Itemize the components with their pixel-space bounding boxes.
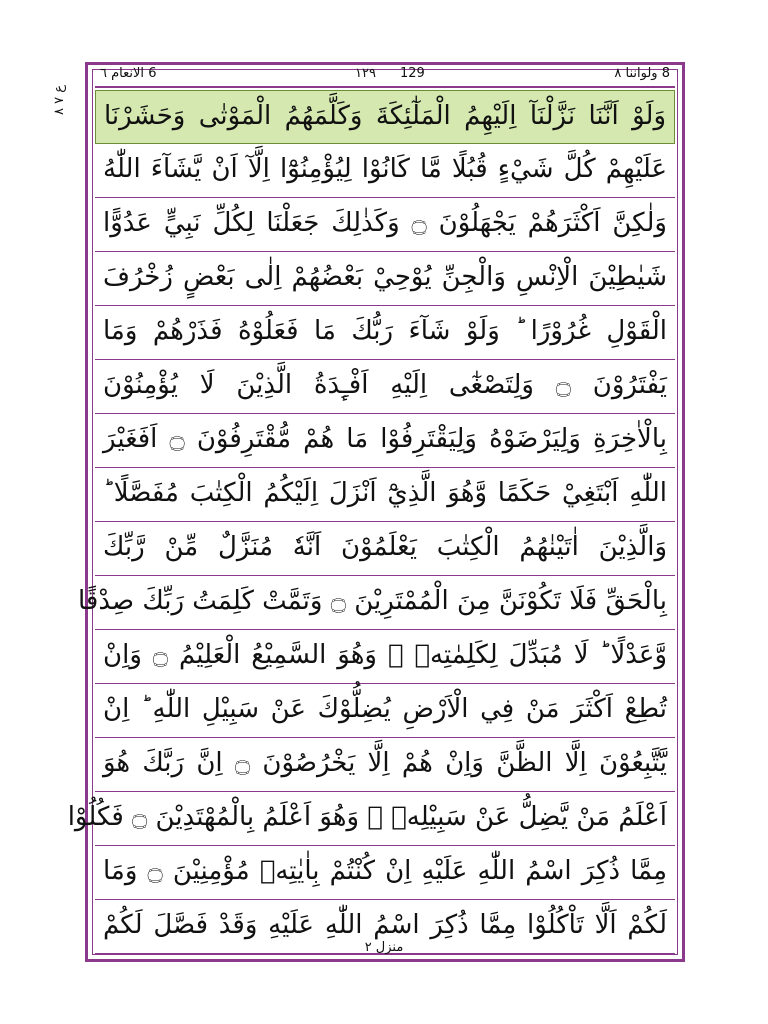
text-line: تُطِعْ اَكْثَرَ مَنْ فِي الْاَرْضِ يُضِلُّوْكَ عَنْ سَبِيْلِ اللّٰهِ ؕ اِنْ [95, 684, 675, 738]
surah-label: 6 الانعام ٦ [100, 66, 157, 81]
ruku-marker: ع ٧ ٨ [52, 85, 67, 115]
text-line: وَلٰكِنَّ اَكْثَرَهُمْ يَجْهَلُوْنَ ۝ وَكَذٰلِكَ جَعَلْنَا لِكُلِّ نَبِيٍّ عَدُوًّا [95, 198, 675, 252]
text-line: اَعْلَمُ مَنْ يَّضِلُّ عَنْ سَبِيْلِهٖ ۚ وَهُوَ اَعْلَمُ بِالْمُهْتَدِيْنَ ۝ فَكُلُوْا [95, 792, 675, 846]
text-line: يَفْتَرُوْنَ ۝ وَلِتَصْغٰٓى اِلَيْهِ اَفْـِٕدَةُ الَّذِيْنَ لَا يُؤْمِنُوْنَ [95, 360, 675, 414]
manzil-footer: منزل ٢ [364, 940, 404, 955]
header-divider [95, 86, 675, 88]
text-line: الْقَوْلِ غُرُوْرًا ؕ وَلَوْ شَآءَ رَبُّكَ مَا فَعَلُوْهُ فَذَرْهُمْ وَمَا [95, 306, 675, 360]
page-number: 129 [400, 66, 425, 81]
text-line: عَلَيْهِمْ كُلَّ شَيْءٍ قُبُلًا مَّا كَانُوْا لِيُؤْمِنُوْٓا اِلَّآ اَنْ يَّشَآءَ اللّٰهُ [95, 144, 675, 198]
text-lines [67, 90, 675, 954]
page-header [100, 66, 670, 84]
text-line: اللّٰهِ اَبْتَغِيْ حَكَمًا وَّهُوَ الَّذِيْٓ اَنْزَلَ اِلَيْكُمُ الْكِتٰبَ مُفَصَّلًا ؕ [95, 468, 675, 522]
text-line: وَلَوْ اَنَّنَا نَزَّلْنَآ اِلَيْهِمُ الْمَلٰٓئِكَةَ وَكَلَّمَهُمُ الْمَوْتٰى وَحَشَرْنَا [95, 90, 675, 144]
arabic-page-number: ١٢٩ [355, 66, 376, 81]
text-line: يَّتَّبِعُوْنَ اِلَّا الظَّنَّ وَاِنْ هُمْ اِلَّا يَخْرُصُوْنَ ۝ اِنَّ رَبَّكَ هُوَ [95, 738, 675, 792]
text-line: مِمَّا ذُكِرَ اسْمُ اللّٰهِ عَلَيْهِ اِنْ كُنْتُمْ بِاٰيٰتِهٖ مُؤْمِنِيْنَ ۝ وَمَا [95, 846, 675, 900]
text-line: بِالْاٰخِرَةِ وَلِيَرْضَوْهُ وَلِيَقْتَرِفُوْا مَا هُمْ مُّقْتَرِفُوْنَ ۝ اَفَغَيْرَ [95, 414, 675, 468]
text-line: وَالَّذِيْنَ اٰتَيْنٰهُمُ الْكِتٰبَ يَعْلَمُوْنَ اَنَّهٗ مُنَزَّلٌ مِّنْ رَّبِّكَ [95, 522, 675, 576]
text-line: لَكُمْ اَلَّا تَاْكُلُوْا مِمَّا ذُكِرَ اسْمُ اللّٰهِ عَلَيْهِ وَقَدْ فَصَّلَ لَكُمْ [95, 900, 675, 954]
juz-label: 8 ولواننا ٨ [614, 66, 670, 81]
text-line: وَّعَدْلًا ؕ لَا مُبَدِّلَ لِكَلِمٰتِهٖ ۚ وَهُوَ السَّمِيْعُ الْعَلِيْمُ ۝ وَاِنْ [95, 630, 675, 684]
text-line: شَيٰطِيْنَ الْاِنْسِ وَالْجِنِّ يُوْحِيْ بَعْضُهُمْ اِلٰى بَعْضٍ زُخْرُفَ [95, 252, 675, 306]
text-line: بِالْحَقِّ فَلَا تَكُوْنَنَّ مِنَ الْمُمْتَرِيْنَ ۝ وَتَمَّتْ كَلِمَتُ رَبِّكَ صِدْقًا [95, 576, 675, 630]
